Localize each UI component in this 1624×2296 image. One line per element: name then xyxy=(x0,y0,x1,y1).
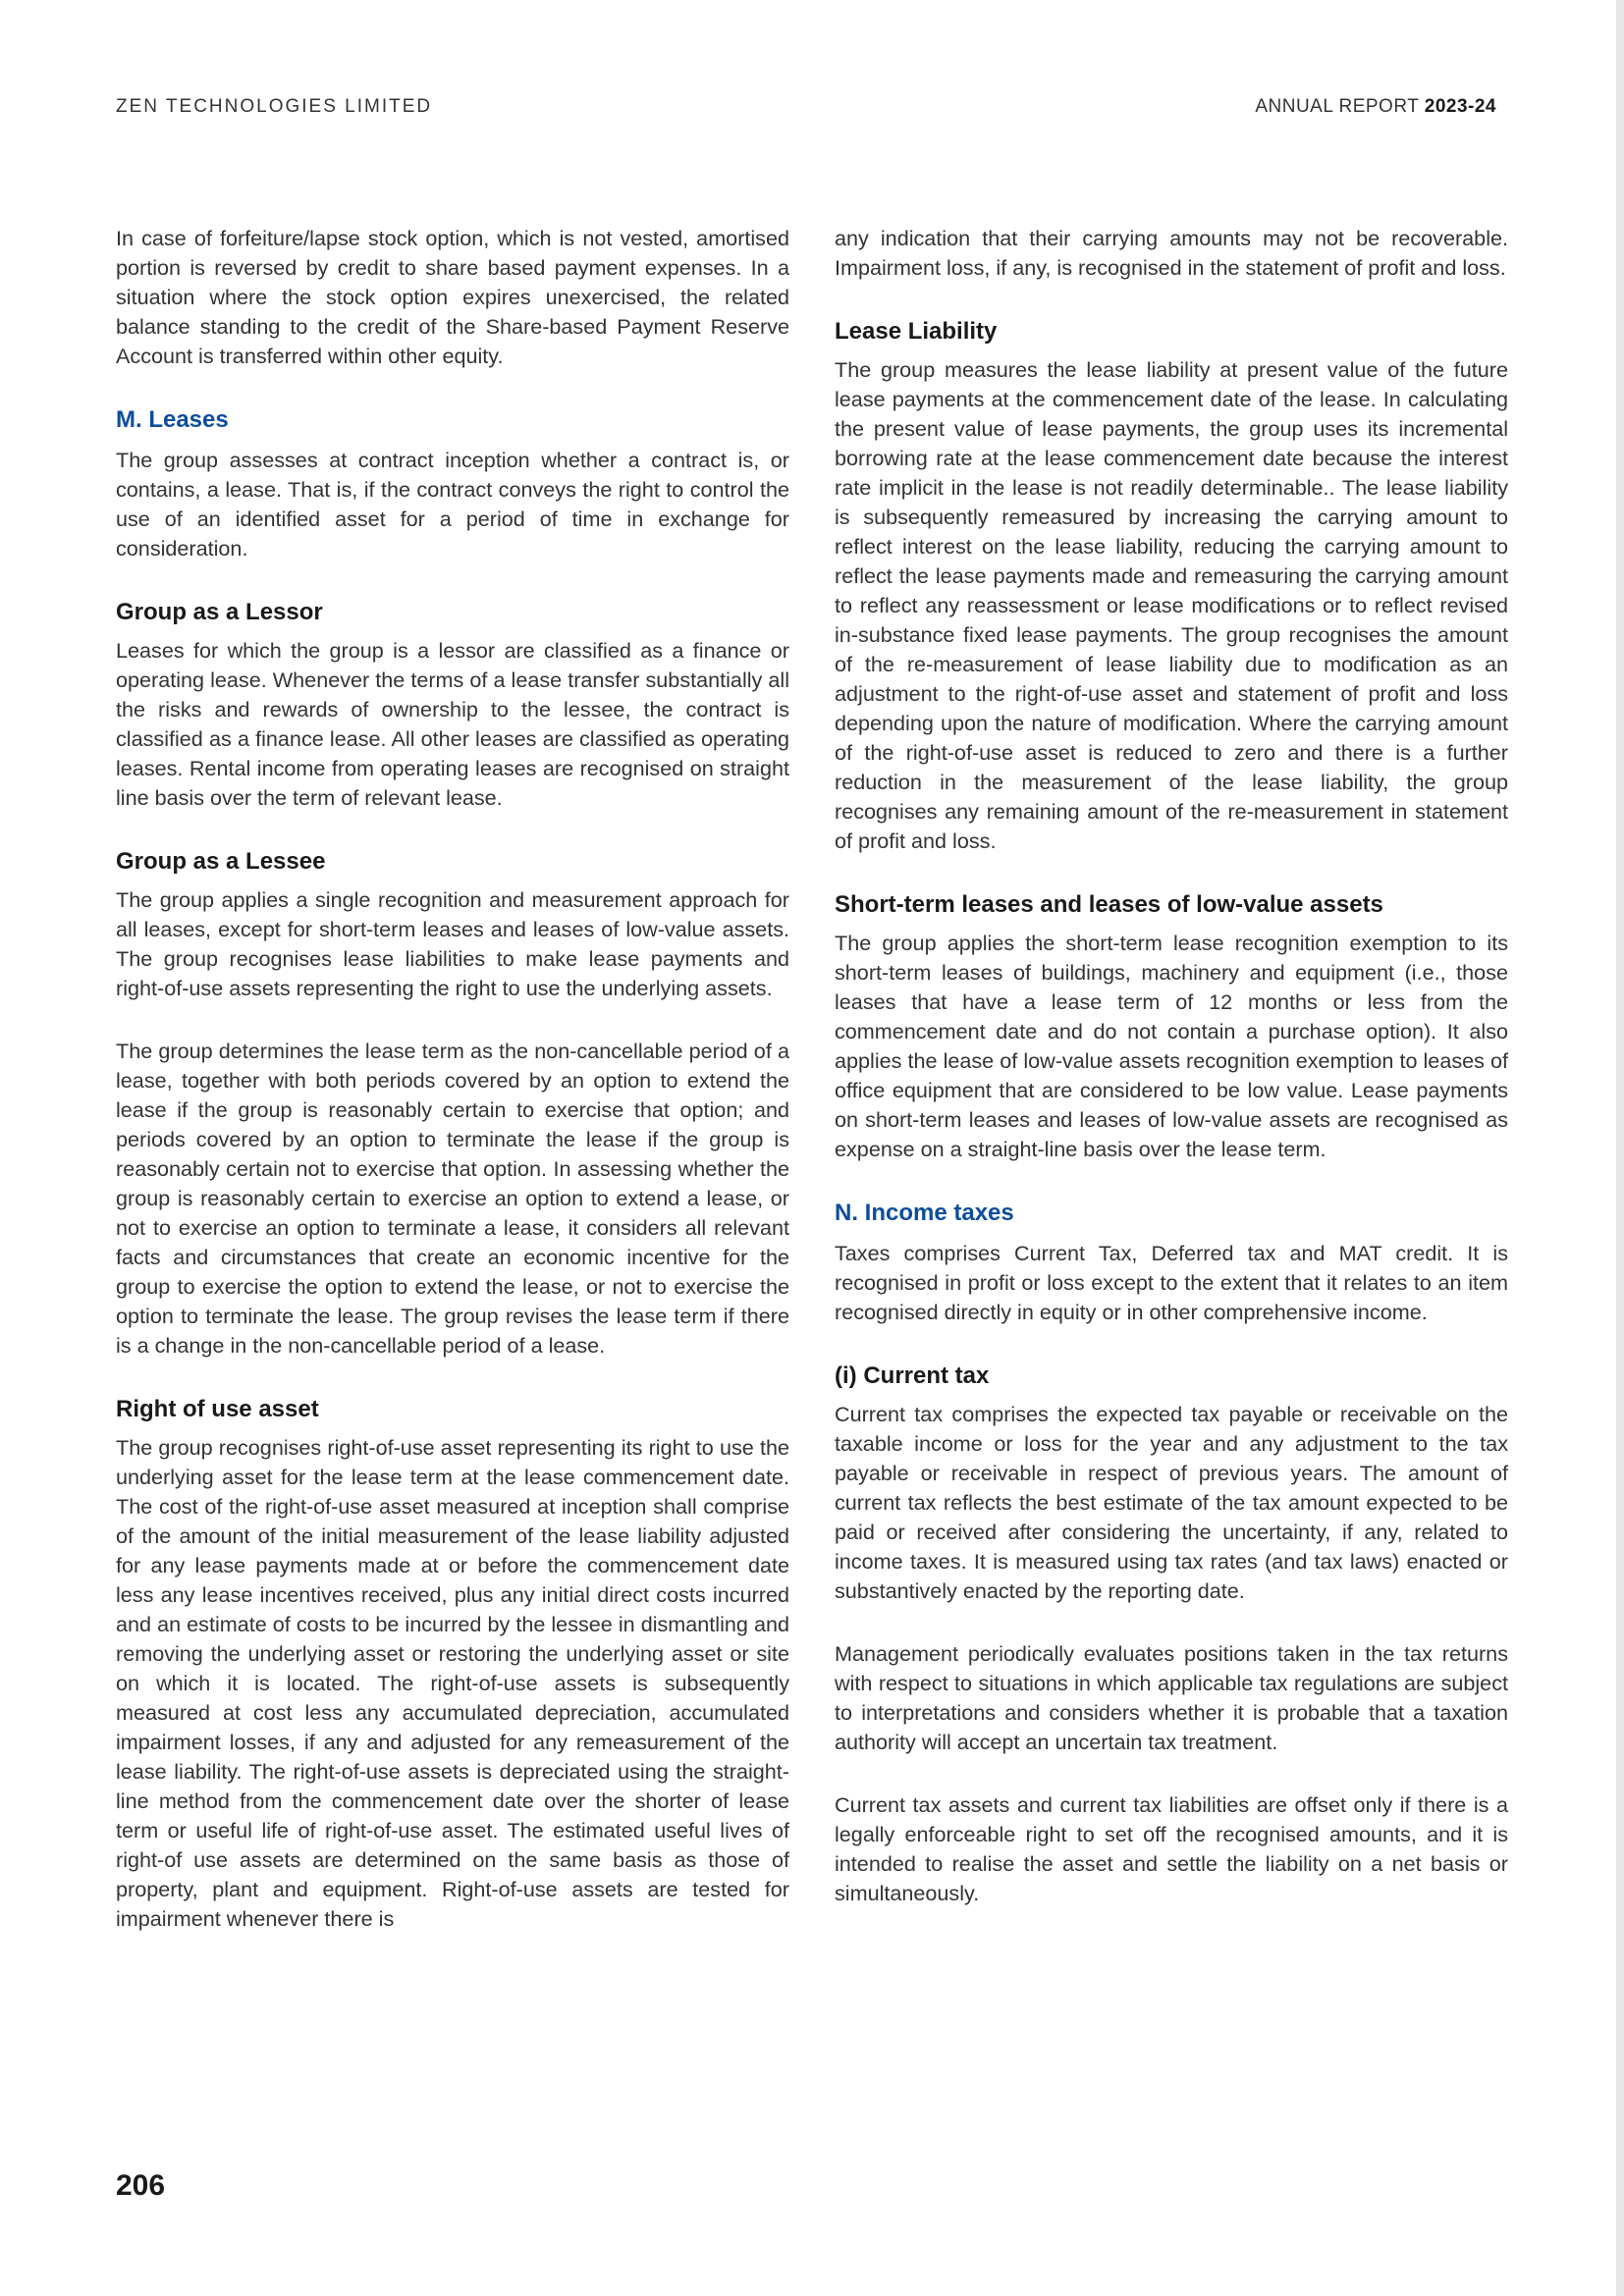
paragraph-lessee-1: The group applies a single recognition and measurement approach for all leases, except for short-term leases and leases of low-value assets. The group recognises lease liabilities to make lease payments and right-of-use assets representing the right to use the underlying assets. xyxy=(116,887,789,1000)
paragraph-short-term-leases: The group applies the short-term lease recognition exemption to its short-term leases of buildings, machinery and equipment (i.e., those leases that have a lease term of 12 months or less from the commencement date and do not contain a purchase option). It also applies the lease of low-value assets recognition exemption to leases of office equipment that are considered to be low value. Lease payments on short-term leases and leases of low-value assets are recognised as expense on a straight-line basis over the lease term. xyxy=(835,931,1508,1161)
paragraph-current-tax-3: Current tax assets and current tax liabilities are offset only if there is a legally enforceable right to set off the recognised amounts, and it is intended to realise the asset and settle the liability on a net basis or simultaneously. xyxy=(835,1792,1508,1905)
paragraph-lease-liability: The group measures the lease liability at present value of the future lease payments at the commencement date of the lease. In calculating the present value of lease payments, the group uses its incremental borrowing rate at the lease commencement date because the interest rate implicit in the lease is not readily determinable.. The lease liability is subsequently remeasured by increasing the carrying amount to reflect interest on the lease liability, reducing the carrying amount to reflect the lease payments made and remeasuring the carrying amount to reflect any reassessment or lease modifications or to reflect revised in-substance fixed lease payments. The group recognises the amount of the re-measurement of lease liability due to modification as an adjustment to the right-of-use asset and statement of profit and loss depending upon the nature of modification. Where the carrying amount of the right-of-use asset is reduced to zero and there is a further reduction in the measurement of the lease liability, the group recognises any remaining amount of the re-measurement in statement of profit and loss. xyxy=(835,357,1508,853)
paragraph-current-tax-2: Management periodically evaluates positions taken in the tax returns with respect to situations in which applicable tax regulations are subject to interpretations and considers whether it is probable that a taxation authority will accept an uncertain tax treatment. xyxy=(835,1641,1508,1754)
paragraph-leases: The group assesses at contract inception whether a contract is, or contains, a lease. That is, if the contract conveys the right to control the use of an identified asset for a period of time in exchange for consideration. xyxy=(116,448,789,561)
paragraph-forfeiture: In case of forfeiture/lapse stock option, which is not vested, amortised portion is reversed by credit to share based payment expenses. In a situation where the stock option expires unexercised, the related balance standing to the credit of the Share-based Payment Reserve Account is transferred within other equity. xyxy=(116,226,789,368)
heading-group-lessee: Group as a Lessee xyxy=(116,848,326,875)
report-title xyxy=(1255,96,1496,118)
report-label: ANNUAL REPORT xyxy=(1255,96,1425,117)
paragraph-lessee-2: The group determines the lease term as the non-cancellable period of a lease, together with both periods covered by an option to extend the lease if the group is reasonably certain to exercise that option; and periods covered by an option to terminate the lease if the group is reasonably certain not to exercise that option. In assessing whether the group is reasonably certain to exercise an option to extend a lease, or not to exercise an option to terminate a lease, it considers all relevant facts and circumstances that create an economic incentive for the group to exercise the option to extend the lease, or not to exercise the option to terminate the lease. The group revises the lease term if there is a change in the non-cancellable period of a lease. xyxy=(116,1039,789,1358)
heading-short-term-leases: Short-term leases and leases of low-value assets xyxy=(835,891,1383,918)
heading-leases: M. Leases xyxy=(116,406,229,433)
heading-right-of-use-asset: Right of use asset xyxy=(116,1396,319,1422)
paragraph-lessor: Leases for which the group is a lessor are classified as a finance or operating lease. Whenever the terms of a lease transfer substantially all the risks and rewards of ownership to the lessee, the contract is classified as a finance lease. All other leases are classified as operating leases. Rental income from operating leases are recognised on straight line basis over the term of relevant lease. xyxy=(116,638,789,810)
heading-lease-liability: Lease Liability xyxy=(835,318,998,345)
paragraph-right-of-use-continued: any indication that their carrying amounts may not be recoverable. Impairment loss, if any, is recognised in the statement of profit and loss. xyxy=(835,226,1508,280)
paragraph-right-of-use: The group recognises right-of-use asset representing its right to use the underlying asset for the lease term at the lease commencement date. The cost of the right-of-use asset measured at inception shall comprise of the amount of the initial measurement of the lease liability adjusted for any lease payments made at or before the commencement date less any lease incentives received, plus any initial direct costs incurred and an estimate of costs to be incurred by the lessee in dismantling and removing the underlying asset or restoring the underlying asset or site on which it is located. The right-of-use assets is subsequently measured at cost less any accumulated depreciation, accumulated impairment losses, if any and adjusted for any remeasurement of the lease liability. The right-of-use assets is depreciated using the straight-line method from the commencement date over the shorter of lease term or useful life of right-of-use asset. The estimated useful lives of right-of use assets are determined on the same basis as those of property, plant and equipment. Right-of-use assets are tested for impairment whenever there is xyxy=(116,1435,789,1931)
company-name: ZEN TECHNOLOGIES LIMITED xyxy=(116,96,433,117)
left-column xyxy=(116,224,789,1967)
heading-current-tax: (i) Current tax xyxy=(835,1362,990,1389)
right-column xyxy=(835,224,1508,1942)
paragraph-current-tax-1: Current tax comprises the expected tax payable or receivable on the taxable income or loss for the year and any adjustment to the tax payable or receivable in respect of previous years. The amount of current tax reflects the best estimate of the tax amount expected to be paid or received after considering the uncertainty, if any, related to income taxes. It is measured using tax rates (and tax laws) enacted or substantively enacted by the reporting date. xyxy=(835,1402,1508,1603)
page-edge-strip xyxy=(1616,0,1624,2296)
report-year: 2023-24 xyxy=(1424,96,1496,117)
paragraph-income-taxes: Taxes comprises Current Tax, Deferred tax and MAT credit. It is recognised in profit or loss except to the extent that it relates to an item recognised directly in equity or in other comprehensive income. xyxy=(835,1241,1508,1324)
heading-group-lessor: Group as a Lessor xyxy=(116,599,323,625)
page-number: 206 xyxy=(116,2169,166,2202)
heading-income-taxes: N. Income taxes xyxy=(835,1200,1014,1226)
